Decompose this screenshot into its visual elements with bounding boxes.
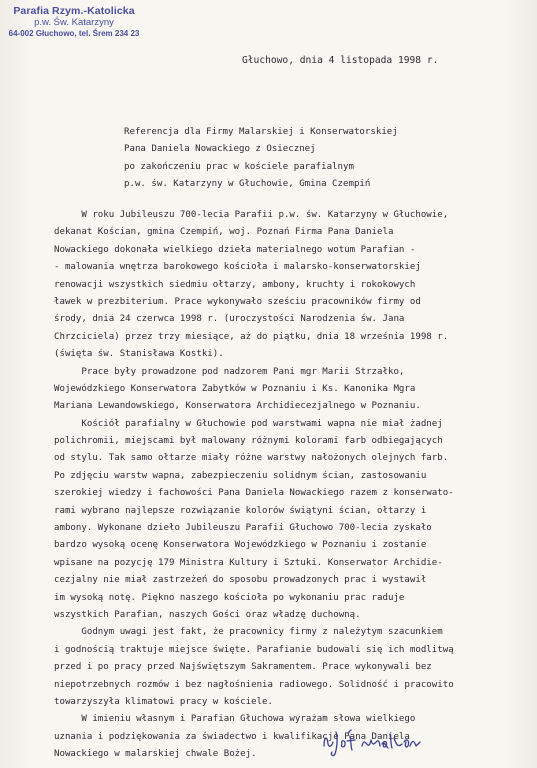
body-line: dekanat Kościan, gmina Czempiń, woj. Poznań Firma Pana Daniela <box>54 227 394 238</box>
signature-icon <box>318 724 428 758</box>
body-line: renowacji wszystkich siedmiu ołtarzy, ambony, kruchty i rokokowych <box>54 279 416 290</box>
body-line: Kościół parafialny w Głuchowie pod warstwami wapna nie miał żadnej <box>54 418 443 429</box>
parish-stamp <box>8 6 140 39</box>
body-line: Po zdjęciu warstw wapna, zabezpieczeniu solidnym ścian, zastosowaniu <box>54 470 427 481</box>
body-line: uznania i podziękowania za świadectwo i kwalifikacje Pana Daniela <box>54 731 410 742</box>
body-line: Chrzciciela) przez trzy miesiące, aż do piątku, dnia 18 września 1998 r. <box>54 331 449 342</box>
body-line: towarzyszyła klimatowi pracy w kościele. <box>54 696 273 707</box>
body-line: bardzo wysoką ocenę Konserwatora Wojewódzkiego w Poznaniu i zostanie <box>54 540 427 551</box>
body-line: im wysoką notę. Piękno naszego kościoła po wykonaniu prac raduje <box>54 592 405 603</box>
handwritten-signature <box>318 724 428 758</box>
subject-line: p.w. św. Katarzyny w Głuchowie, Gmina Czempiń <box>124 178 371 189</box>
stamp-line-3: 64-002 Głuchowo, tel. Śrem 234 23 <box>8 29 140 38</box>
body-line: rami wybrano najlepsze rozwiązanie kolorów świątyni ścian, ołtarzy i <box>54 505 427 516</box>
body-line: Wojewódzkiego Konserwatora Zabytków w Poznaniu i Ks. Kanonika Mgra <box>54 383 416 394</box>
body-line: ławek w prezbiterium. Prace wykonywało sześciu pracowników firmy od <box>54 296 421 307</box>
body-line: wszystkich Parafian, naszych Gości oraz władzę duchowną. <box>54 609 361 620</box>
body-line: W roku Jubileuszu 700-lecia Parafii p.w. św. Katarzyny w Głuchowie, <box>54 210 449 220</box>
body-line: Prace były prowadzone pod nadzorem Pani mgr Marii Strzałko, <box>54 366 405 377</box>
body-line: ambony. Wykonane dzieło Jubileuszu Parafii Głuchowo 700-lecia zyskało <box>54 523 432 534</box>
stamp-line-2: p.w. Św. Katarzyny <box>34 17 114 28</box>
body-line: (święta św. Stanisława Kostki). <box>54 349 224 360</box>
body-line: Nowackiego w malarskiej chwale Bożej. <box>54 749 257 760</box>
body-line: cezjalny nie miał zastrzeżeń do sposobu prowadzonych prac i wystawił <box>54 575 427 586</box>
body-line: polichromii, miejscami był malowany różnymi kolorami farb odbiegających <box>54 436 443 447</box>
body-line: - malowania wnętrza barokowego kościoła i malarsko-konserwatorskiej <box>54 262 421 273</box>
body-line: przed i po pracy przed Najświętszym Sakramentem. Prace wykonywali bez <box>54 662 432 673</box>
body-line: Nowackiego dokonała wielkiego dzieła materialnego wotum Parafian - <box>54 244 416 255</box>
letter-body <box>54 207 454 764</box>
body-line: Godnym uwagi jest fakt, że pracownicy firmy z należytym szacunkiem <box>54 627 443 638</box>
body-line: W imieniu własnym i Parafian Głuchowa wyrażam słowa wielkiego <box>54 714 416 725</box>
letter-subject <box>124 124 398 193</box>
letter-date: Głuchowo, dnia 4 listopada 1998 r. <box>242 55 439 66</box>
subject-line: Pana Daniela Nowackiego z Osiecznej <box>124 144 316 155</box>
subject-line: Referencja dla Firmy Malarskiej i Konserwatorskiej <box>124 127 398 137</box>
body-line: niepotrzebnych rozmów i bez nagłośnienia radiowego. Solidność i pracowito <box>54 679 454 690</box>
body-line: środy, dnia 24 czerwca 1998 r. (uroczystości Narodzenia św. Jana <box>54 314 405 325</box>
subject-line: po zakończeniu prac w kościele parafialnym <box>124 161 354 172</box>
body-line: wpisane na pozycję 179 Ministra Kultury i Sztuki. Konserwator Archidie- <box>54 557 443 568</box>
body-line: Mariana Lewandowskiego, Konserwatora Archidiecezjalnego w Poznaniu. <box>54 401 421 412</box>
stamp-line-1: Parafia Rzym.-Katolicka <box>13 5 135 17</box>
body-line: szerokiej wiedzy i fachowości Pana Daniela Nowackiego razem z konserwato- <box>54 488 454 499</box>
body-line: od stylu. Tak samo ołtarze miały różne warstwy nałożonych olejnych farb. <box>54 453 449 464</box>
body-line: i godnością traktuje miejsce święte. Parafianie budowali się ich modlitwą <box>54 644 454 655</box>
